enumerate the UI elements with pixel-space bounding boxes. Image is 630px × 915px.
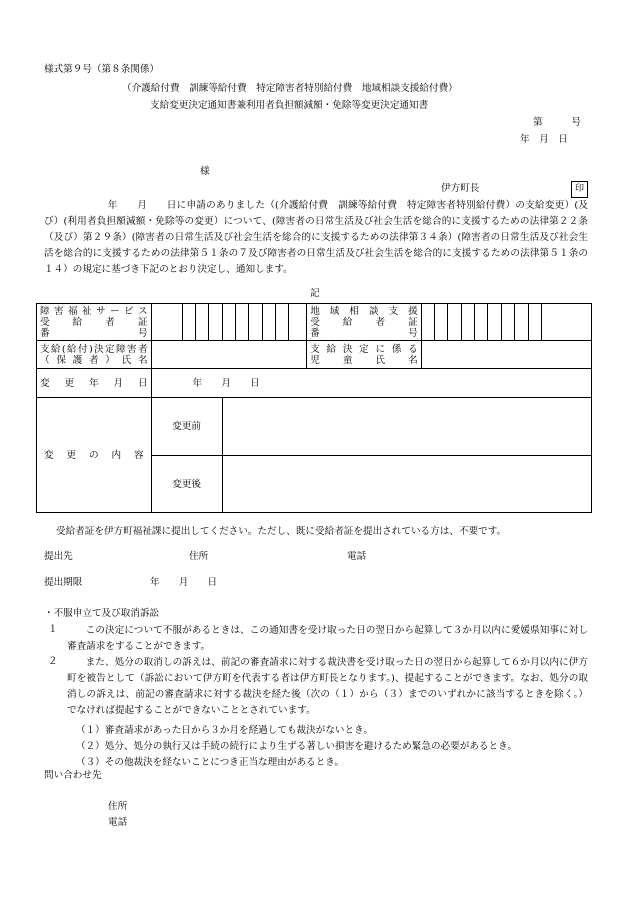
body-paragraph: 年 月 日に申請のありました（(介護給付費 訓練等給付費 特定障害者特別給付費）の支給変更）(及び）(利用者負担額減額・免除等の変更）について、(障害者の日常生活及び社会生活を総合的に支援するための法律第２２条（及び）第２９条）(障害者の日常生活及び社会生活を総合的に支援するための法律第３４条）(障害者の日常生活及び社会生活を総合的に支援するための法律第５１条の７及び障害者の日常生活及び社会生活を総合的に支援するための法律第５１条の１４）の規定に基づき下記のとおり決定し、通知します。 [44,200,588,275]
after-content-field[interactable] [222,456,591,513]
deadline-value: 年 月 日 [150,577,218,588]
welfare-cert-digit[interactable] [289,304,307,341]
consult-cert-digit[interactable] [501,304,514,341]
appeal-heading: ・不服申立て及び取消訴訟 [44,608,160,619]
welfare-cert-digit[interactable] [151,304,182,341]
submit-address-label: 住所 [189,551,209,562]
submit-phone-label: 電話 [347,551,367,562]
change-date-value: 年 月 日 [192,377,260,389]
appeal-sub-item: （２）処分、処分の執行又は手続の続行により生ずる著しい損害を避けるため緊急の必要があるとき。 [76,741,517,752]
consult-cert-digit[interactable] [488,304,501,341]
change-date-field[interactable] [151,369,591,398]
welfare-cert-digit[interactable] [182,304,195,341]
consult-cert-label: 地域相談支援 受 給 者 証 番 号 [307,304,422,341]
form-number: 様式第９号（第８条関係） [44,64,160,75]
contact-heading: 問い合わせ先 [44,770,102,781]
document-number: 第 号 [533,117,581,128]
decided-person-label: 支給(給付)決定障害者 （保護者）氏名 [37,341,152,369]
contact-phone-label: 電話 [108,817,128,828]
contact-address-label: 住所 [108,801,128,812]
consult-cert-digit[interactable] [421,304,434,341]
welfare-cert-digit[interactable] [222,304,235,341]
decided-person-name-field[interactable] [151,341,307,369]
consult-cert-digit[interactable] [475,304,488,341]
consult-cert-digit[interactable] [435,304,448,341]
consult-cert-digit[interactable] [515,304,528,341]
deadline-label: 提出期限 [44,577,83,588]
document-title: 支給変更決定通知書兼利用者負担額減額・免除等変更決定通知書 [150,100,429,111]
appeal-item-2-number: ２ [48,656,58,667]
change-date-label: 変 更 年 月 日 [37,369,152,398]
welfare-cert-digit[interactable] [249,304,262,341]
welfare-cert-digit[interactable] [209,304,222,341]
submit-to-label: 提出先 [44,551,73,562]
document-subtitle: （介護給付費 訓練等給付費 特定障害者特別給付費 地域相談支援給付費） [122,83,458,94]
appeal-sub-item: （１）審査請求があった日から３か月を経過しても裁決がないとき。 [76,725,373,736]
addressee-sama: 様 [200,166,210,177]
consult-cert-digit[interactable] [448,304,461,341]
welfare-cert-digit[interactable] [262,304,275,341]
before-label: 変更前 [151,398,222,456]
submit-notice: 受給者証を伊方町福祉課に提出してください。ただし、既に受給者証を提出されている方は、不要です。 [56,526,507,537]
document-date: 年 月 日 [520,134,568,145]
appeal-item-1-number: １ [48,624,58,635]
ki-heading: 記 [310,288,320,299]
consult-cert-digit[interactable] [541,304,591,341]
welfare-cert-digit[interactable] [236,304,249,341]
issuer-name: 伊方町長 [441,183,480,194]
appeal-sub-item: （３）その他裁決を経ないことにつき正当な理由があるとき。 [76,757,345,768]
before-content-field[interactable] [222,398,591,456]
welfare-cert-digit[interactable] [196,304,209,341]
child-name-field[interactable] [421,341,591,369]
after-label: 変更後 [151,456,222,513]
decision-table [36,303,592,513]
child-name-label: 支給決定に係る 児 童 氏 名 [307,341,422,369]
appeal-item-1-text: この決定について不服があるときは、この通知書を受け取った日の翌日から起算して３か月以内に愛媛県知事に対し審査請求をすることができます。 [67,625,588,652]
change-content-label: 変 更 の 内 容 [37,398,152,513]
seal-mark: 印 [571,181,588,198]
welfare-cert-digit[interactable] [276,304,289,341]
consult-cert-digit[interactable] [461,304,474,341]
appeal-sub-list [76,723,517,771]
welfare-cert-label: 障害福祉サービス 受 給 者 証 番 号 [37,304,152,341]
consult-cert-digit[interactable] [528,304,541,341]
appeal-item-2-text: また、処分の取消しの訴えは、前記の審査請求に対する裁決書を受け取った日の翌日から起算して６か月以内に伊方町を被告として（訴訟において伊方町を代表する者は伊方町長となります。)、提起することができます。なお、処分の取消しの訴えは、前記の審査請求に対する裁決を経た後（次の（１）から（３）までのいずれかに該当するときを除く。）でなければ提起することができないこととされています。 [67,657,588,716]
